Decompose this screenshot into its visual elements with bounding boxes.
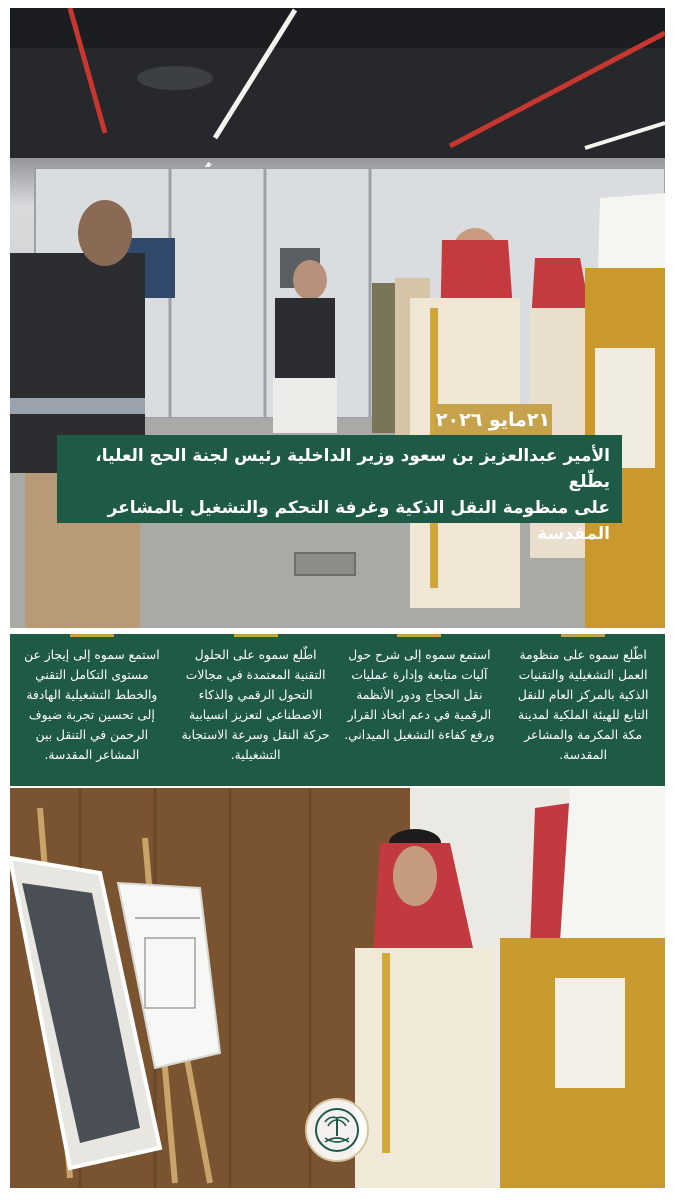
gold-accent-bar <box>561 634 605 637</box>
headline-line-2: على منظومة النقل الذكية وغرفة التحكم والتشغيل بالمشاعر المقدسة <box>107 498 610 544</box>
date-badge <box>434 404 552 436</box>
palm-swords-emblem-icon <box>313 1106 361 1154</box>
info-column-1 <box>501 634 665 786</box>
headline-line-1: الأمير عبدالعزيز بن سعود وزير الداخلية رئيس لجنة الحج العليا، يطّلع <box>95 446 610 492</box>
info-column-text: اطّلع سموه على الحلول التقنية المعتمدة في مجالات التحول الرقمي والذكاء الاصطناعي لتعزيز انسيابية حركة النقل وسرعة الاستجابة التشغيلية. <box>181 648 330 762</box>
info-column-2 <box>338 634 502 786</box>
info-column-4 <box>10 634 174 786</box>
gold-accent-bar <box>397 634 441 637</box>
info-column-text: اطّلع سموه على منظومة العمل التشغيلية والتقنيات الذكية بالمركز العام للنقل التابع للهيئة الملكية لمدينة مكة المكرمة والمشاعر المقدسة. <box>517 648 649 762</box>
info-column-text: استمع سموه إلى شرح حول آليات متابعة وإدارة عمليات نقل الحجاج ودور الأنظمة الرقمية في دعم اتخاذ القرار ورفع كفاءة التشغيل الميداني. <box>344 648 495 742</box>
info-columns <box>10 634 665 786</box>
info-column-text: استمع سموه إلى إيجاز عن مستوى التكامل التقني والخطط التشغيلية الهادفة إلى تحسين تجربة ضيوف الرحمن في التنقل بين المشاعر المقدسة. <box>24 648 160 762</box>
info-column-3 <box>174 634 338 786</box>
gold-accent-bar <box>70 634 114 637</box>
headline-box <box>57 435 622 544</box>
gold-accent-bar <box>234 634 278 637</box>
ministry-emblem-icon <box>305 1098 369 1162</box>
date-text: ٢١مايو ٢٠٢٦ <box>435 409 551 431</box>
